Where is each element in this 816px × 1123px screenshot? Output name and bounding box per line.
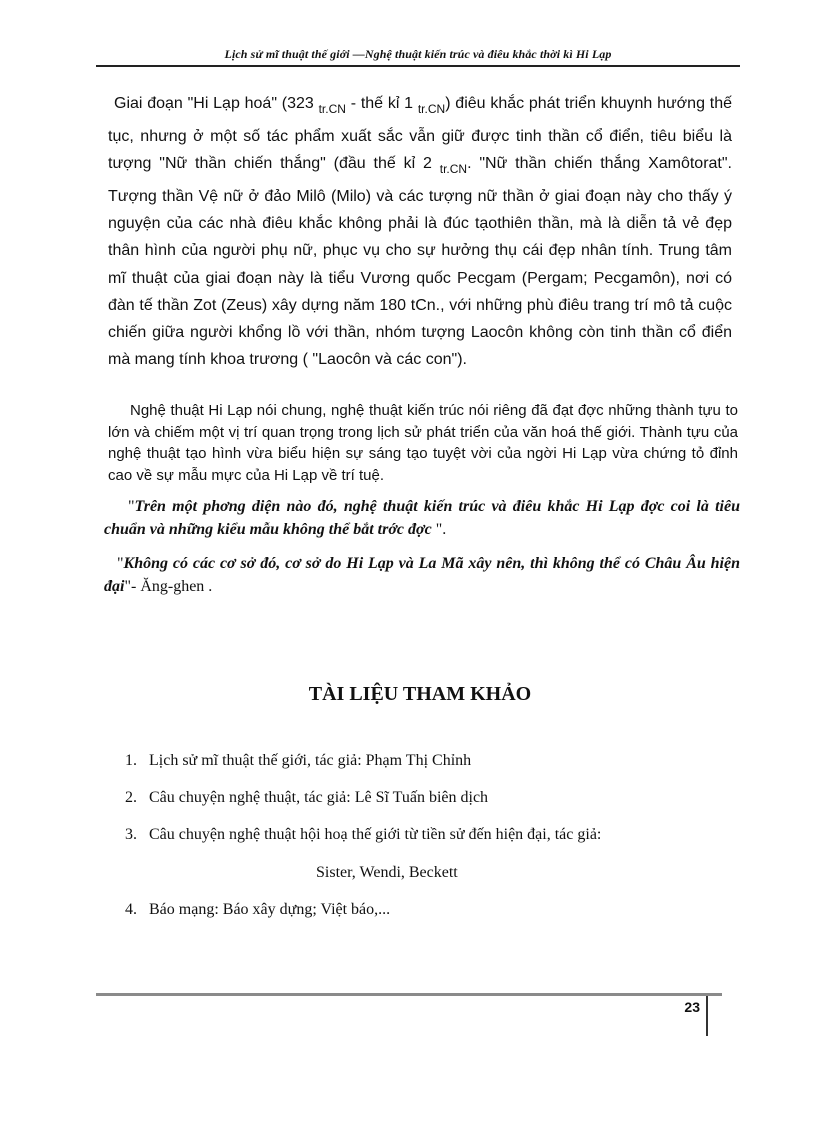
page-number: 23 [684,999,700,1015]
text-run: . "Nữ thần chiến thắng Xamôtorat". Tượng thần Vệ nữ ở đảo Milô (Milo) và các tượng nữ thần ở giai đoạn này cho thấy ý nguyện của các nhà điêu khắc không phải là đúc tạothiên thần, mà là diễn tả vẻ đẹp thân hình của người phụ nữ, phục vụ cho sự hưởng thụ cái đẹp nhân tính. Trung tâm mĩ thuật của giai đoạn này là tiểu Vương quốc Pecgam (Pergam; Pecgamôn), nơi có đàn tế thần Zot (Zeus) xây dựng năm 180 tCn., với những phù điêu trang trí mô tả cuộc chiến giữa người khổng lồ với thần, nhóm tượng Laocôn không còn tinh thần cổ điển mà mang tính khoa trương ( "Laocôn và các con"). [108,155,733,368]
subscript-trcn: tr.CN [439,162,468,177]
quote-two [104,552,740,598]
quote-open-mark: " [128,498,135,515]
quote-close-mark: ". [431,521,447,538]
quote-two-text: Không có các cơ sở đó, cơ sở do Hi Lạp và La Mã xây nên, thì không thể có Châu Âu hiện đại [104,555,740,595]
reference-number: 1. [125,752,137,769]
reference-text: Lịch sử mĩ thuật thế giới, tác giả: Phạm Thị Chỉnh [149,752,472,769]
reference-number: 2. [125,789,137,806]
references-list [125,749,745,935]
reference-item [125,823,745,885]
reference-item [125,786,745,823]
quote-open-mark: " [117,555,124,572]
text-run: - thế kỉ 1 [345,95,418,112]
reference-authors: Sister, Wendi, Beckett [316,864,458,881]
text-run: Giai đoạn "Hi Lạp hoá" (323 [114,95,319,112]
header-rule [96,65,740,67]
reference-item [125,898,745,935]
reference-text: Câu chuyện nghệ thuật hội hoạ thế giới từ tiền sử đến hiện đại, tác giả: [149,826,602,843]
reference-number: 4. [125,901,137,918]
quote-one-text: Trên một phơng diện nào đó, nghệ thuật kiến trúc và điêu khắc Hi Lạp đợc coi là tiêu chuẩn và những kiểu mẫu không thể bắt trớc đợc [104,498,740,538]
reference-number: 3. [125,826,137,843]
footer-vertical-rule [706,996,708,1036]
references-heading: TÀI LIỆU THAM KHẢO [308,683,532,705]
text-run: ) điêu khắc phát triển khuynh hướng thế tục, nhưng ở một số tác phẩm xuất sắc vẫn giữ được tinh thần cổ điển, tiêu biểu là tượng "Nữ thần chiến thắng" (đầu thế kỉ 2 [108,95,732,173]
running-title: Lịch sử mĩ thuật thế giới —Nghệ thuật kiến trúc và điêu khắc thời kì Hi Lạp [224,47,612,61]
subscript-trcn: tr.CN [417,102,446,116]
footer-rule [96,993,722,996]
reference-text: Báo mạng: Báo xây dựng; Việt báo,... [149,901,391,918]
paragraph-summary: Nghệ thuật Hi Lạp nói chung, nghệ thuật kiến trúc nói riêng đã đạt đợc những thành tựu to lớn và chiếm một vị trí quan trọng trong lịch sử phát triển của văn hoá thế giới. Thành tựu của nghệ thuật tạo hình vừa biểu hiện sự sáng tạo tuyệt vời của ngời Hi Lạp vừa chứng tỏ đỉnh cao về sự mẫu mực của Hi Lạp về trí tuệ. [108,402,738,484]
page-header [96,47,740,67]
paragraph-hellenistic [108,90,732,373]
subscript-trcn: tr.CN [318,102,346,116]
quote-attribution: "- Ăng-ghen . [124,578,213,595]
reference-text: Câu chuyện nghệ thuật, tác giả: Lê Sĩ Tuấn biên dịch [149,789,489,806]
quote-one [104,495,740,541]
reference-item [125,749,745,786]
